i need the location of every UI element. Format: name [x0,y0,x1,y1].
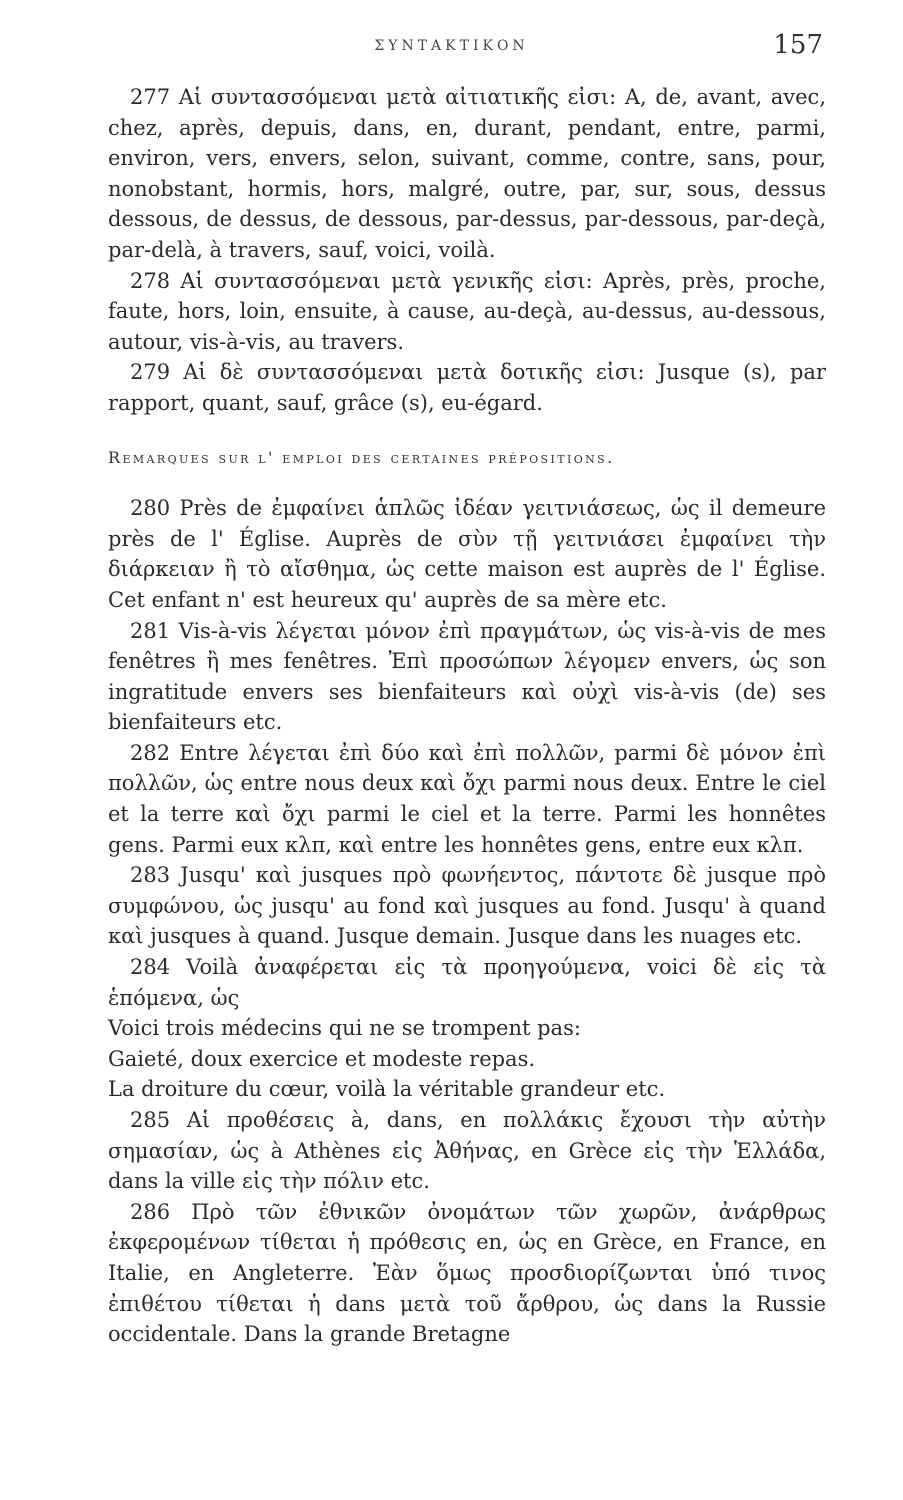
section-heading: Remarques sur l' emploi des certaines prépositions. [108,447,615,467]
paragraph-280: 280 Près de ἐμφαίνει ἁπλῶς ἰδέαν γειτνιάσεως, ὡς il demeure près de l' Église. Auprès de σὺν τῇ γειτνιάσει ἐμφαίνει τὴν διάρκειαν ἢ τὸ αἴσθημα, ὡς cette maison est auprès de l' Église. Cet enfant n' est heureux qu' auprès de sa mère etc. [108,496,826,612]
paragraph-283: 283 Jusqu' καὶ jusques πρὸ φωνήεντος, πάντοτε δὲ jusque πρὸ συμφώνου, ὡς jusqu' au fond καὶ jusques au fond. Jusqu' à quand καὶ jusques à quand. Jusque demain. Jusque dans les nuages etc. [108,863,826,949]
page-number: 157 [773,30,823,60]
verse-line-3: La droiture du cœur, voilà la véritable grandeur etc. [108,1077,666,1102]
paragraph-278: 278 Αἱ συντασσόμεναι μετὰ γενικῆς εἰσι: Après, près, proche, faute, hors, loin, ensuite, à cause, au-deçà, au-dessus, au-dessous, autour, vis-à-vis, au travers. [108,268,826,354]
paragraph-281: 281 Vis-à-vis λέγεται μόνον ἐπὶ πραγμάτων, ὡς vis-à-vis de mes fenêtres ἢ mes fenêtres. Ἐπὶ προσώπων λέγομεν envers, ὡς son ingratitude envers ses bienfaiteurs καὶ οὐχὶ vis-à-vis (de) ses bienfaiteurs etc. [108,618,826,735]
paragraph-284: 284 Voilà ἀναφέρεται εἰς τὰ προηγούμενα, voici δὲ εἰς τὰ ἑπόμενα, ὡς [108,955,826,1010]
body-text [108,82,826,1350]
verse-line-2: Gaieté, doux exercice et modeste repas. [108,1046,536,1071]
verse-line-1: Voici trois médecins qui ne se trompent pas: [108,1016,581,1041]
paragraph-282: 282 Entre λέγεται ἐπὶ δύο καὶ ἐπὶ πολλῶν, parmi δὲ μόνον ἐπὶ πολλῶν, ὡς entre nous deux καὶ ὄχι parmi nous deux. Entre le ciel et la terre καὶ ὄχι parmi le ciel et la terre. Parmi les honnêtes gens. Parmi eux κλπ, καὶ entre les honnêtes gens, entre eux κλπ. [108,740,826,857]
paragraph-277: 277 Αἱ συντασσόμεναι μετὰ αἰτιατικῆς εἰσι: A, de, avant, avec, chez, après, depuis, dans, en, durant, pendant, entre, parmi, environ, vers, envers, selon, suivant, comme, contre, sans, pour, nonobstant, hormis, hors, malgré, outre, par, sur, sous, dessus dessous, de dessus, de dessous, par-dessus, par-dessous, par-deçà, par-delà, à travers, sauf, voici, voilà. [108,85,826,262]
paragraph-286: 286 Πρὸ τῶν ἐθνικῶν ὀνομάτων τῶν χωρῶν, ἀνάρθρως ἐκφερομένων τίθεται ἡ πρόθεσις en, ὡς en Grèce, en France, en Italie, en Angleterre. Ἐὰν ὅμως προσδιορίζωνται ὑπό τινος ἐπιθέτου τίθεται ἡ dans μετὰ τοῦ ἄρθρου, ὡς dans la Russie occidentale. Dans la grande Bretagne [108,1199,826,1347]
paragraph-285: 285 Αἱ προθέσεις à, dans, en πολλάκις ἔχουσι τὴν αὐτὴν σημασίαν, ὡς à Athènes εἰς Ἀθήνας, en Grèce εἰς τὴν Ἑλλάδα, dans la ville εἰς τὴν πόλιν etc. [108,1108,826,1194]
paragraph-279: 279 Αἱ δὲ συντασσόμεναι μετὰ δοτικῆς εἰσι: Jusque (s), par rapport, quant, sauf, grâce (s), eu-égard. [108,360,826,415]
running-head: ΣΥΝΤΑΚΤΙΚΟΝ [374,38,529,54]
page-header [0,30,903,70]
